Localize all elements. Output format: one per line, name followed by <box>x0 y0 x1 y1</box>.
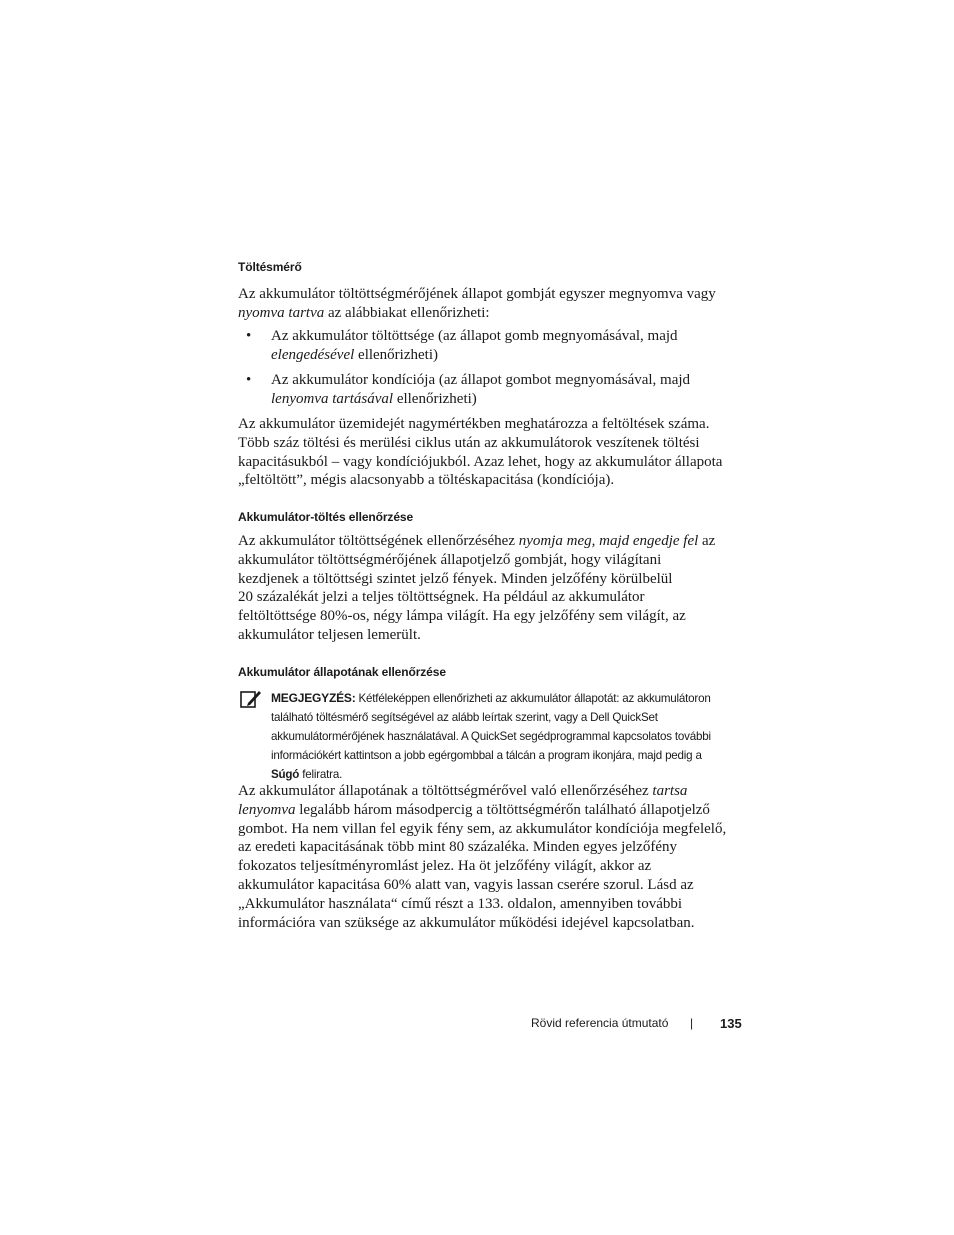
bullet2-line-2 <box>271 390 731 409</box>
intro-line-1: Az akkumulátor töltöttségmérőjének állapot gombját egyszer megnyomva vagy <box>238 286 716 302</box>
para-line: Az akkumulátor üzemidejét nagymértékben meghatározza a feltöltések száma. <box>238 416 710 432</box>
para-line: kapacitásukból – vagy kondíciójukból. Azaz lehet, hogy az akkumulátor állapota <box>238 453 723 470</box>
intro-rest: az alábbiakat ellenőrizheti: <box>324 304 490 321</box>
health-check-paragraph <box>238 782 738 932</box>
bullet-dot: • <box>246 328 252 344</box>
bullet1-line-2 <box>271 346 731 365</box>
note-text-run: Kétféleképpen ellenőrizheti az akkumulátor állapotát: az akkumulátoron <box>355 692 711 705</box>
bullet1-italic: elengedésével <box>271 346 355 363</box>
note-label: MEGJEGYZÉS: <box>271 691 356 705</box>
para-line <box>238 782 738 801</box>
footer-title: Rövid referencia útmutató <box>531 1016 669 1030</box>
para-line: akkumulátor töltöttségmérőjének állapotjelző gombját, hogy világítani <box>238 551 662 568</box>
pencil-note-icon <box>240 689 262 709</box>
para-text: az <box>698 533 716 549</box>
para-line: „Akkumulátor használata“ című részt a 133. oldalon, amennyiben további <box>238 895 683 912</box>
para-line: akkumulátor teljesen lemerült. <box>238 626 421 643</box>
para-line: információra van szüksége az akkumulátor működési idejével kapcsolatban. <box>238 914 695 931</box>
note-text <box>271 689 741 784</box>
page-number: 135 <box>720 1016 742 1031</box>
intro-paragraph <box>238 285 738 323</box>
note-text-run: feliratra. <box>299 768 343 781</box>
para-line: 20 százalékát jelzi a teljes töltöttségnek. Ha például az akkumulátor <box>238 589 645 606</box>
para-line <box>238 532 738 551</box>
para-line: feltöltöttsége 80%-os, négy lámpa világít. Ha egy jelzőfény sem világít, az <box>238 608 686 625</box>
para-line: kezdjenek a töltöttségi szintet jelző fények. Minden jelzőfény körülbelül <box>238 570 673 587</box>
bullet-dot: • <box>246 372 252 388</box>
para-text: Az akkumulátor állapotának a töltöttségmérővel való ellenőrzéséhez <box>238 783 653 799</box>
bullet-text <box>271 371 731 409</box>
para-text: Az akkumulátor töltöttségének ellenőrzéséhez <box>238 533 519 549</box>
heading-charge-check: Akkumulátor-töltés ellenőrzése <box>238 510 414 524</box>
lifetime-paragraph <box>238 415 738 490</box>
bullet2-rest: ellenőrizheti) <box>393 390 477 407</box>
bullet1-line-1: Az akkumulátor töltöttsége (az állapot gomb megnyomásával, majd <box>271 328 678 344</box>
note-line: információkért kattintson a jobb egérgombbal a tálcán a program ikonjára, majd pedig a <box>271 749 702 762</box>
footer-separator: | <box>690 1016 694 1030</box>
para-italic: lenyomva <box>238 801 296 818</box>
para-italic: tartsa <box>652 783 688 799</box>
para-line: az eredeti kapacitásának több mint 80 százaléka. Minden egyes jelzőfény <box>238 839 677 856</box>
para-line: akkumulátor kapacitása 60% alatt van, vagyis lassan cserére szorul. Lásd az <box>238 876 694 893</box>
note-bold: Súgó <box>271 768 300 781</box>
para-line: „feltöltött”, mégis alacsonyabb a töltéskapacitása (kondíciója). <box>238 472 615 489</box>
para-italic: nyomja meg, majd engedje fel <box>518 533 699 549</box>
para-line: Több száz töltési és merülési ciklus után az akkumulátorok veszítenek töltési <box>238 434 700 451</box>
para-line <box>238 801 738 820</box>
bullet2-line-1: Az akkumulátor kondíciója (az állapot gombot megnyomásával, majd <box>271 372 691 388</box>
charge-check-paragraph <box>238 532 738 645</box>
intro-line-2 <box>238 304 738 323</box>
intro-italic: nyomva tartva <box>238 304 325 321</box>
para-line: fokozatos teljesítményromlást jelez. Ha öt jelzőfény világít, akkor az <box>238 858 652 875</box>
note-line: található töltésmérő segítségével az alább leírtak szerint, vagy a Dell QuickSet <box>271 711 658 724</box>
note-line <box>271 689 741 708</box>
bullet-text <box>271 327 731 365</box>
note-line: akkumulátormérőjének használatával. A QuickSet segédprogrammal kapcsolatos további <box>271 730 711 743</box>
heading-toltesmero: Töltésmérő <box>238 260 302 274</box>
para-text: legalább három másodpercig a töltöttségmérőn található állapotjelző <box>295 801 710 818</box>
bullet2-italic: lenyomva tartásával <box>271 390 394 407</box>
para-line: gombot. Ha nem villan fel egyik fény sem, az akkumulátor kondíciója megfelelő, <box>238 820 727 837</box>
bullet1-rest: ellenőrizheti) <box>354 346 438 363</box>
heading-health-check: Akkumulátor állapotának ellenőrzése <box>238 665 446 679</box>
